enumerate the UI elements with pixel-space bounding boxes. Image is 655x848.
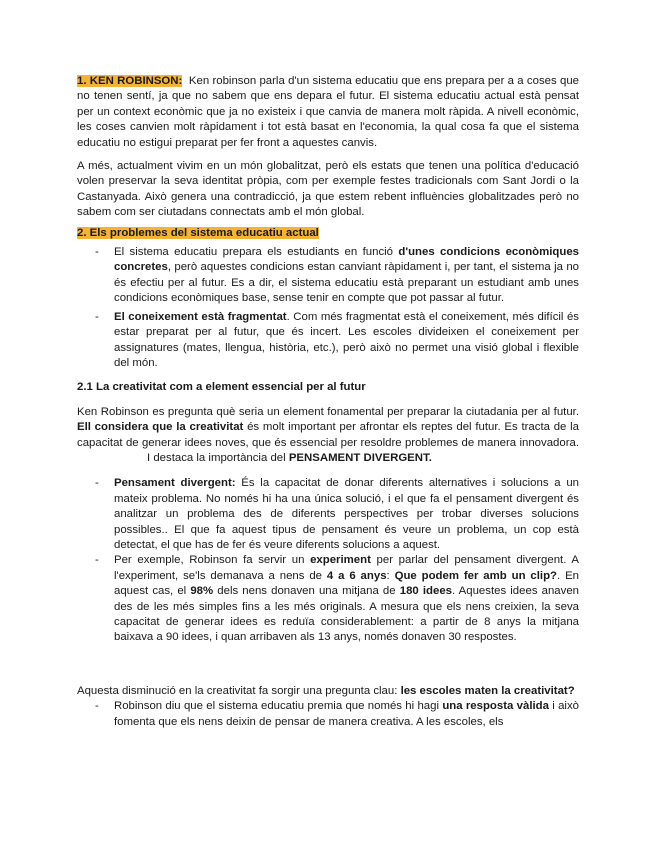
schools-list [77, 699, 579, 730]
bullet-dash: - [95, 477, 99, 490]
list-item: - Pensament divergent: És la capacitat de donar diferents alternatives i solucions a un mateix problema. No només hi ha una única solució, i el que fa el pensament divergent és analitzar un problema des de diferents perspectives per trobar diverses solucions possibles.. El que fa aquest tipus de pensament és veure un problema, un cop està detectat, el que has de fer és veure diferents solucions a aquest. [95, 477, 579, 551]
paragraph-question: Aquesta disminució en la creativitat fa sorgir una pregunta clau: les escoles maten la creativitat? [77, 684, 575, 697]
problems-list [77, 245, 579, 371]
bullet-dash: - [95, 554, 99, 567]
section-heading-2-text: 2. Els problemes del sistema educatiu actual [77, 226, 319, 239]
section-heading-1: 1. KEN ROBINSON: [77, 75, 183, 87]
paragraph-ken-robinson [77, 74, 579, 151]
paragraph-text: Ken robinson parla d'un sistema educatiu que ens prepara per a a coses que no tenen sentí, ja que no sabem que ens depara el futur. El sistema educatiu actual està pensat per un context econòmic que ja no existeix i que canvia de manera molt ràpida. A nivell econòmic, les coses canvien molt ràpidament i tot està basat en l'economia, la qual cosa fa que el sistema educatiu no estigui preparat per fer front a aquestes canvis. [77, 75, 579, 149]
paragraph-globalization: A més, actualment vivim en un món globalitzat, però els estats que tenen una política d'educació volen preservar la seva identitat pròpia, com per exemple festes tradicionals com Sant Jordi o la Castanyada. Això genera una contradicció, ja que estem rebent influències globalitzades però no sabem com ser ciutadans connectats amb el món global. [77, 160, 579, 219]
list-item: - Per exemple, Robinson fa servir un experiment per parlar del pensament divergent. A l'experiment, se'ls demanava a nens de 4 a 6 anys: Que podem fer amb un clip?. En aquest cas, el 98% dels nens donaven una mitjana de 180 idees. Aquestes idees anaven des de les més simples fins a les més originals. A mesura que els nens creixien, la seva capacitat de generar idees es reduïa considerablement: a partir de 8 anys la mitjana baixava a 90 idees, i quan arribaven als 13 anys, només donaven 30 respostes. [95, 554, 580, 644]
bullet-dash: - [95, 700, 99, 713]
section-heading-2 [77, 226, 579, 241]
document-page [77, 74, 579, 730]
bullet-dash: - [95, 310, 99, 323]
paragraph-creativity: Ken Robinson es pregunta què seria un element fonamental per preparar la ciutadania per al futur. Ell considera que la creativitat és molt important per afrontar els reptes del futur. Es tracta de la capacitat de generar idees noves, que és essencial per resoldre problemes de manera innovadora.I destaca la importància del PENSAMENT DIVERGENT. [77, 405, 580, 464]
section-heading-2-1: 2.1 La creativitat com a element essencial per al futur [77, 381, 366, 394]
list-item: - El sistema educatiu prepara els estudiants en funció d'unes condicions econòmiques concretes, però aquestes condicions estan canviant ràpidament i, per tant, el sistema ja no és efectiu per al futur. Es a dir, el sistema educatiu està preparant un estudiant amb unes condicions econòmiques base, sense tenir en compte que pot passar al futur. [95, 246, 579, 305]
bullet-dash: - [95, 246, 99, 259]
list-item: - El coneixement està fragmentat. Com més fragmentat està el coneixement, més difícil és estar preparat per al futur, que és incert. Les escoles divideixen el coneixement per assignatures (mates, llengua, història, etc.), però això no permet una visió global i flexible del món. [95, 310, 579, 369]
list-item: - Robinson diu que el sistema educatiu premia que només hi hagi una resposta vàlida i això fomenta que els nens deixin de pensar de manera creativa. A les escoles, els [95, 700, 579, 728]
divergent-thinking-list [77, 476, 579, 645]
